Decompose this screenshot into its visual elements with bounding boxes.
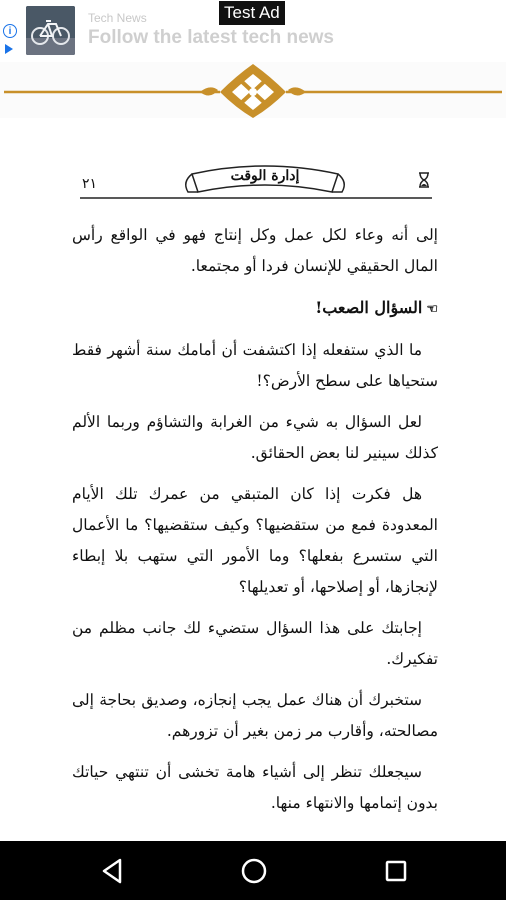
navigation-bar — [0, 841, 506, 900]
hourglass-icon — [418, 172, 430, 188]
page-number: ٢١ — [82, 176, 98, 192]
paragraph: ستخبرك أن هناك عمل يجب إنجازه، وصديق بحاجة إلى مصالحته، وأقارب مر زمن بغير أن تزورهم. — [72, 691, 438, 740]
paragraph: إلى أنه وعاء لكل عمل وكل إنتاج فهو في الواقع رأس المال الحقيقي للإنسان فردا أو مجتمعا. — [72, 226, 438, 275]
ad-headline[interactable]: Follow the latest tech news — [88, 27, 334, 48]
back-triangle-icon[interactable] — [96, 855, 128, 887]
header-ornament — [0, 62, 506, 118]
ad-sponsor: Tech News — [88, 11, 147, 25]
adchoices-play-icon[interactable] — [5, 44, 13, 54]
bicycle-thumbnail[interactable] — [26, 6, 75, 55]
book-body-text — [72, 220, 438, 829]
paragraph: لعل السؤال به شيء من الغرابة والتشاؤم وربما الألم كذلك سينير لنا بعض الحقائق. — [72, 413, 438, 462]
test-ad-badge: Test Ad — [219, 1, 285, 25]
pointing-hand-icon: ☜ — [426, 302, 438, 317]
paragraph: إجابتك على هذا السؤال ستضيء لك جانب مظلم من تفكيرك. — [72, 619, 438, 668]
section-heading-text: السؤال الصعب! — [315, 298, 423, 317]
info-icon[interactable]: i — [3, 24, 17, 38]
section-heading — [72, 292, 438, 325]
ad-banner[interactable] — [0, 0, 506, 63]
running-title: إدارة الوقت — [230, 168, 300, 184]
paragraph: سيجعلك تنظر إلى أشياء هامة تخشى أن تنتهي حياتك بدون إتمامها والانتهاء منها. — [72, 763, 438, 812]
paragraph: هل فكرت إذا كان المتبقي من عمرك تلك الأيام المعدودة فمع من ستقضيها؟ وكيف ستقضيها؟ ما الأعمال التي ستسرع بفعلها؟ وما الأمور التي ستهب بلا إبطاء لإنجازها، أو إصلاحها، أو تعديلها؟ — [72, 485, 438, 596]
running-header — [70, 160, 440, 218]
recent-apps-square-icon[interactable] — [380, 855, 412, 887]
book-page — [0, 118, 506, 841]
home-circle-icon[interactable] — [238, 855, 270, 887]
paragraph: ما الذي ستفعله إذا اكتشفت أن أمامك سنة أشهر فقط ستحياها على سطح الأرض؟! — [72, 341, 438, 390]
